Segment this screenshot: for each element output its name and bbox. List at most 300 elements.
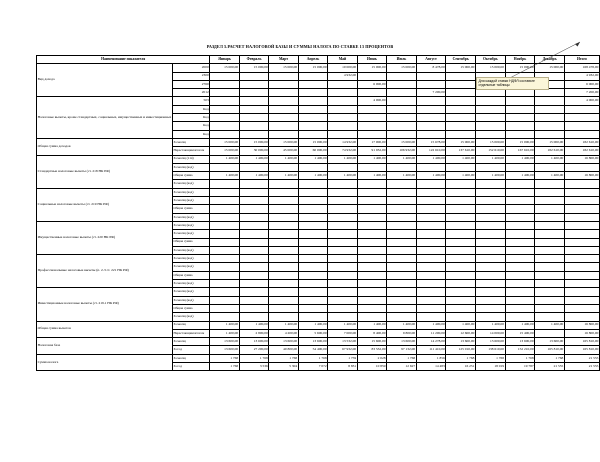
data-cell[interactable] — [535, 197, 565, 205]
data-cell[interactable] — [387, 304, 417, 312]
total-cell[interactable] — [564, 313, 599, 321]
total-cell[interactable] — [564, 213, 599, 221]
data-cell[interactable] — [298, 122, 327, 130]
data-cell[interactable]: 1 400,00 — [416, 155, 446, 163]
data-cell[interactable] — [210, 114, 239, 122]
data-cell[interactable] — [535, 221, 565, 229]
data-cell[interactable] — [416, 205, 446, 213]
data-cell[interactable] — [269, 263, 298, 271]
data-cell[interactable] — [387, 213, 417, 221]
data-cell[interactable] — [210, 221, 239, 229]
total-cell[interactable]: 21 555 — [564, 354, 599, 362]
data-cell[interactable]: 1 400,00 — [446, 172, 476, 180]
data-cell[interactable] — [387, 255, 417, 263]
data-cell[interactable]: 8 400,00 — [357, 329, 386, 337]
data-cell[interactable]: 6 000,00 — [357, 80, 386, 88]
data-cell[interactable]: 17 000,00 — [357, 138, 386, 146]
total-cell[interactable] — [564, 180, 599, 188]
row-subtype[interactable]: Общая сумма — [172, 271, 209, 279]
row-subtype[interactable]: За месяц (код) — [172, 280, 209, 288]
data-cell[interactable] — [416, 238, 446, 246]
data-cell[interactable] — [416, 313, 446, 321]
data-cell[interactable] — [505, 105, 535, 113]
data-cell[interactable]: 1 400,00 — [357, 155, 386, 163]
data-cell[interactable] — [446, 188, 476, 196]
data-cell[interactable] — [239, 205, 269, 213]
data-cell[interactable]: 9 800,00 — [387, 329, 417, 337]
row-subtype[interactable]: За месяц (код) — [172, 163, 209, 171]
data-cell[interactable] — [239, 188, 269, 196]
data-cell[interactable] — [387, 72, 417, 80]
data-cell[interactable] — [210, 89, 239, 97]
data-cell[interactable] — [210, 72, 239, 80]
total-cell[interactable]: 16 800,00 — [564, 172, 599, 180]
data-cell[interactable] — [505, 271, 535, 279]
data-cell[interactable]: 1 400,00 — [210, 321, 239, 329]
data-cell[interactable] — [505, 114, 535, 122]
data-cell[interactable]: 1 768 — [210, 362, 239, 370]
data-cell[interactable] — [328, 80, 357, 88]
total-cell[interactable]: 21 555 — [564, 362, 599, 370]
data-cell[interactable]: 13 600,00 — [269, 338, 298, 346]
data-cell[interactable] — [239, 180, 269, 188]
data-cell[interactable] — [387, 80, 417, 88]
data-cell[interactable]: 152 610,00 — [476, 147, 506, 155]
data-cell[interactable] — [210, 205, 239, 213]
data-cell[interactable]: 1 400,00 — [328, 321, 357, 329]
data-cell[interactable] — [328, 205, 357, 213]
data-cell[interactable] — [505, 296, 535, 304]
data-cell[interactable] — [269, 238, 298, 246]
data-cell[interactable] — [298, 296, 327, 304]
data-cell[interactable] — [239, 288, 269, 296]
data-cell[interactable] — [298, 89, 327, 97]
data-cell[interactable] — [387, 180, 417, 188]
data-cell[interactable] — [328, 313, 357, 321]
data-cell[interactable] — [535, 313, 565, 321]
data-cell[interactable] — [476, 288, 506, 296]
data-cell[interactable]: 1 768 — [210, 354, 239, 362]
data-cell[interactable] — [298, 114, 327, 122]
data-cell[interactable] — [357, 114, 386, 122]
data-cell[interactable] — [239, 114, 269, 122]
data-cell[interactable]: 15 000,00 — [298, 64, 327, 72]
data-cell[interactable] — [446, 89, 476, 97]
data-cell[interactable]: 45 000,00 — [269, 147, 298, 155]
data-cell[interactable] — [357, 313, 386, 321]
data-cell[interactable] — [269, 114, 298, 122]
total-cell[interactable]: 4 932,00 — [564, 72, 599, 80]
total-cell[interactable] — [564, 122, 599, 130]
table-row[interactable] — [37, 338, 600, 346]
data-cell[interactable] — [328, 89, 357, 97]
income-code-cell[interactable]: 503 — [172, 97, 209, 105]
data-cell[interactable] — [505, 130, 535, 138]
data-cell[interactable] — [269, 255, 298, 263]
data-cell[interactable]: 1 400,00 — [298, 172, 327, 180]
data-cell[interactable]: 182 610,00 — [535, 147, 565, 155]
income-code-cell[interactable]: Код — [172, 122, 209, 130]
data-cell[interactable] — [535, 114, 565, 122]
data-cell[interactable] — [239, 271, 269, 279]
data-cell[interactable] — [357, 230, 386, 238]
total-cell[interactable] — [564, 288, 599, 296]
data-cell[interactable] — [269, 230, 298, 238]
row-subtype[interactable]: Общая сумма — [172, 238, 209, 246]
data-cell[interactable]: 13 600,00 — [387, 338, 417, 346]
data-cell[interactable] — [239, 122, 269, 130]
data-cell[interactable] — [505, 230, 535, 238]
data-cell[interactable] — [476, 230, 506, 238]
data-cell[interactable] — [210, 238, 239, 246]
data-cell[interactable]: 15 400,00 — [505, 329, 535, 337]
total-cell[interactable] — [564, 255, 599, 263]
data-cell[interactable] — [416, 221, 446, 229]
data-cell[interactable] — [446, 263, 476, 271]
data-cell[interactable] — [476, 296, 506, 304]
row-subtype[interactable]: За год — [172, 346, 209, 354]
data-cell[interactable] — [328, 213, 357, 221]
data-cell[interactable] — [387, 246, 417, 254]
data-cell[interactable] — [416, 255, 446, 263]
data-cell[interactable]: 15 000,00 — [239, 138, 269, 146]
data-cell[interactable]: 137 610,00 — [446, 147, 476, 155]
data-cell[interactable]: 15 000,00 — [269, 138, 298, 146]
total-cell[interactable]: 16 800,00 — [564, 329, 599, 337]
data-cell[interactable] — [416, 105, 446, 113]
data-cell[interactable] — [298, 313, 327, 321]
data-cell[interactable] — [505, 255, 535, 263]
data-cell[interactable]: 15 000,00 — [387, 64, 417, 72]
data-cell[interactable]: 1 400,00 — [357, 321, 386, 329]
data-cell[interactable]: 1 768 — [446, 354, 476, 362]
data-cell[interactable] — [269, 271, 298, 279]
data-cell[interactable] — [239, 313, 269, 321]
data-cell[interactable] — [476, 130, 506, 138]
data-cell[interactable]: 13 532,00 — [328, 338, 357, 346]
data-cell[interactable] — [210, 296, 239, 304]
total-cell[interactable]: 182 610,00 — [564, 147, 599, 155]
data-cell[interactable] — [476, 304, 506, 312]
data-cell[interactable] — [446, 238, 476, 246]
data-cell[interactable]: 15 000,00 — [535, 64, 565, 72]
data-cell[interactable] — [387, 130, 417, 138]
data-cell[interactable] — [328, 296, 357, 304]
data-cell[interactable] — [269, 130, 298, 138]
data-cell[interactable] — [416, 197, 446, 205]
data-cell[interactable] — [505, 163, 535, 171]
data-cell[interactable] — [269, 313, 298, 321]
data-cell[interactable] — [269, 72, 298, 80]
data-cell[interactable] — [328, 130, 357, 138]
data-cell[interactable] — [210, 255, 239, 263]
data-cell[interactable] — [328, 188, 357, 196]
data-cell[interactable] — [210, 213, 239, 221]
total-cell[interactable] — [564, 263, 599, 271]
data-cell[interactable] — [416, 213, 446, 221]
data-cell[interactable]: 2 800,00 — [239, 329, 269, 337]
row-subtype[interactable]: Нарастающим итогом — [172, 147, 209, 155]
row-subtype[interactable]: За месяц (код) — [172, 197, 209, 205]
data-cell[interactable]: 1 400,00 — [535, 321, 565, 329]
data-cell[interactable] — [357, 296, 386, 304]
data-cell[interactable] — [210, 105, 239, 113]
data-cell[interactable] — [416, 280, 446, 288]
data-cell[interactable] — [357, 205, 386, 213]
data-cell[interactable] — [269, 80, 298, 88]
data-cell[interactable] — [239, 246, 269, 254]
data-cell[interactable]: 4 200,00 — [269, 329, 298, 337]
data-cell[interactable]: 125 010,00 — [446, 346, 476, 354]
data-cell[interactable]: 91 932,00 — [357, 147, 386, 155]
data-cell[interactable] — [387, 280, 417, 288]
total-cell[interactable] — [564, 221, 599, 229]
total-cell[interactable] — [564, 105, 599, 113]
data-cell[interactable] — [328, 105, 357, 113]
data-cell[interactable] — [298, 238, 327, 246]
data-cell[interactable]: 12 627 — [387, 362, 417, 370]
data-cell[interactable] — [505, 188, 535, 196]
data-cell[interactable] — [298, 213, 327, 221]
data-cell[interactable]: 3 536 — [239, 362, 269, 370]
table-row[interactable] — [37, 288, 600, 296]
data-cell[interactable] — [239, 304, 269, 312]
data-cell[interactable] — [239, 221, 269, 229]
data-cell[interactable] — [328, 288, 357, 296]
data-cell[interactable] — [476, 205, 506, 213]
data-cell[interactable] — [239, 255, 269, 263]
data-cell[interactable] — [387, 197, 417, 205]
total-cell[interactable] — [564, 304, 599, 312]
data-cell[interactable] — [416, 263, 446, 271]
data-cell[interactable]: 106 932,00 — [387, 147, 417, 155]
data-cell[interactable] — [387, 313, 417, 321]
data-cell[interactable] — [357, 197, 386, 205]
data-cell[interactable]: 8 478,00 — [416, 64, 446, 72]
total-cell[interactable] — [564, 205, 599, 213]
data-cell[interactable]: 10 000,00 — [328, 64, 357, 72]
data-cell[interactable]: 1 400,00 — [387, 155, 417, 163]
total-cell[interactable] — [564, 296, 599, 304]
data-cell[interactable]: 18 019 — [476, 362, 506, 370]
data-cell[interactable] — [535, 213, 565, 221]
data-cell[interactable]: 4 000,00 — [357, 97, 386, 105]
data-cell[interactable] — [476, 180, 506, 188]
income-code-cell[interactable]: 2000 — [172, 64, 209, 72]
data-cell[interactable] — [505, 246, 535, 254]
data-cell[interactable]: 1 400,00 — [535, 172, 565, 180]
data-cell[interactable] — [328, 230, 357, 238]
data-cell[interactable] — [357, 263, 386, 271]
data-cell[interactable]: 5 600,00 — [298, 329, 327, 337]
data-cell[interactable]: 1 400,00 — [210, 329, 239, 337]
data-cell[interactable] — [416, 122, 446, 130]
data-cell[interactable] — [535, 246, 565, 254]
data-cell[interactable] — [269, 180, 298, 188]
row-subtype[interactable]: За месяц — [172, 354, 209, 362]
data-cell[interactable] — [446, 288, 476, 296]
data-cell[interactable]: 1 400,00 — [476, 172, 506, 180]
data-cell[interactable] — [328, 263, 357, 271]
data-cell[interactable] — [446, 255, 476, 263]
tax-calculation-table[interactable] — [36, 55, 600, 371]
data-cell[interactable]: 1 400,00 — [328, 155, 357, 163]
row-subtype[interactable]: За месяц (код) — [172, 255, 209, 263]
data-cell[interactable] — [210, 313, 239, 321]
data-cell[interactable] — [239, 80, 269, 88]
data-cell[interactable] — [298, 197, 327, 205]
data-cell[interactable] — [210, 230, 239, 238]
data-cell[interactable] — [357, 163, 386, 171]
total-cell[interactable]: 6 000,00 — [564, 80, 599, 88]
row-subtype[interactable]: За месяц (код) — [172, 296, 209, 304]
row-subtype[interactable]: За месяц (114) — [172, 155, 209, 163]
data-cell[interactable]: 8 831 — [328, 362, 357, 370]
data-cell[interactable] — [535, 163, 565, 171]
data-cell[interactable] — [416, 288, 446, 296]
data-cell[interactable] — [328, 280, 357, 288]
data-cell[interactable] — [357, 180, 386, 188]
data-cell[interactable]: 11 200,00 — [416, 329, 446, 337]
data-cell[interactable] — [298, 97, 327, 105]
data-cell[interactable] — [387, 263, 417, 271]
data-cell[interactable] — [505, 122, 535, 130]
data-cell[interactable] — [357, 188, 386, 196]
data-cell[interactable]: 1 768 — [269, 354, 298, 362]
data-cell[interactable]: 40 800,00 — [269, 346, 298, 354]
data-cell[interactable]: 15 600,00 — [357, 338, 386, 346]
data-cell[interactable] — [269, 221, 298, 229]
data-cell[interactable]: 4 932,00 — [328, 72, 357, 80]
data-cell[interactable] — [210, 263, 239, 271]
data-cell[interactable] — [387, 238, 417, 246]
data-cell[interactable]: 15 000,00 — [387, 138, 417, 146]
data-cell[interactable]: 14 000,00 — [476, 329, 506, 337]
data-cell[interactable] — [210, 97, 239, 105]
data-cell[interactable] — [446, 230, 476, 238]
data-cell[interactable] — [476, 263, 506, 271]
row-subtype[interactable]: За месяц (код) — [172, 221, 209, 229]
data-cell[interactable] — [357, 246, 386, 254]
data-cell[interactable]: 15 000,00 — [210, 64, 239, 72]
data-cell[interactable] — [446, 313, 476, 321]
data-cell[interactable] — [535, 255, 565, 263]
data-cell[interactable] — [476, 255, 506, 263]
table-row[interactable] — [37, 255, 600, 263]
data-cell[interactable] — [210, 80, 239, 88]
data-cell[interactable] — [446, 97, 476, 105]
row-subtype[interactable]: За месяц (код) — [172, 288, 209, 296]
data-cell[interactable]: 30 000,00 — [239, 147, 269, 155]
row-subtype[interactable]: За месяц (код) — [172, 213, 209, 221]
data-cell[interactable]: 21 555 — [535, 362, 565, 370]
data-cell[interactable] — [387, 221, 417, 229]
data-cell[interactable] — [476, 188, 506, 196]
data-cell[interactable]: 7 000,00 — [328, 329, 357, 337]
data-cell[interactable]: 19 787 — [505, 362, 535, 370]
data-cell[interactable] — [269, 304, 298, 312]
data-cell[interactable] — [357, 221, 386, 229]
data-cell[interactable] — [535, 205, 565, 213]
table-row[interactable] — [37, 188, 600, 196]
data-cell[interactable] — [505, 180, 535, 188]
data-cell[interactable]: 10 859 — [357, 362, 386, 370]
table-row[interactable] — [37, 221, 600, 229]
data-cell[interactable] — [446, 296, 476, 304]
data-cell[interactable]: 7 072 — [298, 362, 327, 370]
data-cell[interactable] — [298, 263, 327, 271]
data-cell[interactable] — [298, 280, 327, 288]
data-cell[interactable] — [446, 130, 476, 138]
data-cell[interactable]: 2 028 — [357, 354, 386, 362]
data-cell[interactable]: 14 932,00 — [328, 138, 357, 146]
data-cell[interactable]: 1 400,00 — [298, 321, 327, 329]
income-code-cell[interactable]: 2300 — [172, 72, 209, 80]
data-cell[interactable] — [298, 205, 327, 213]
data-cell[interactable] — [239, 280, 269, 288]
total-cell[interactable]: 16 800,00 — [564, 321, 599, 329]
data-cell[interactable] — [505, 221, 535, 229]
data-cell[interactable] — [416, 304, 446, 312]
data-cell[interactable] — [387, 89, 417, 97]
data-cell[interactable] — [476, 271, 506, 279]
data-cell[interactable] — [357, 304, 386, 312]
data-cell[interactable]: 1 400,00 — [328, 172, 357, 180]
data-cell[interactable] — [298, 80, 327, 88]
data-cell[interactable] — [446, 271, 476, 279]
table-row[interactable] — [37, 138, 600, 146]
data-cell[interactable]: 1 768 — [298, 354, 327, 362]
data-cell[interactable]: 1 400,00 — [446, 155, 476, 163]
data-cell[interactable] — [505, 304, 535, 312]
data-cell[interactable] — [446, 105, 476, 113]
income-code-cell[interactable]: Код — [172, 130, 209, 138]
row-subtype[interactable]: Общая сумма — [172, 172, 209, 180]
data-cell[interactable] — [416, 80, 446, 88]
table-row[interactable] — [37, 155, 600, 163]
data-cell[interactable]: 1 400,00 — [416, 172, 446, 180]
total-cell[interactable] — [564, 197, 599, 205]
row-subtype[interactable]: За месяц — [172, 138, 209, 146]
data-cell[interactable] — [387, 122, 417, 130]
income-code-cell[interactable]: Код — [172, 114, 209, 122]
data-cell[interactable]: 15 000,00 — [210, 138, 239, 146]
row-subtype[interactable]: За месяц (код) — [172, 188, 209, 196]
data-cell[interactable] — [535, 122, 565, 130]
data-cell[interactable]: 13 600,00 — [535, 338, 565, 346]
data-cell[interactable] — [357, 255, 386, 263]
data-cell[interactable] — [298, 105, 327, 113]
data-cell[interactable] — [239, 197, 269, 205]
data-cell[interactable] — [535, 238, 565, 246]
row-subtype[interactable]: За месяц (код) — [172, 180, 209, 188]
data-cell[interactable] — [357, 280, 386, 288]
data-cell[interactable] — [269, 105, 298, 113]
total-cell[interactable] — [564, 163, 599, 171]
data-cell[interactable] — [387, 271, 417, 279]
data-cell[interactable] — [476, 213, 506, 221]
data-cell[interactable] — [416, 72, 446, 80]
data-cell[interactable] — [446, 304, 476, 312]
total-cell[interactable] — [564, 188, 599, 196]
data-cell[interactable] — [328, 122, 357, 130]
data-cell[interactable]: 1 400,00 — [269, 155, 298, 163]
data-cell[interactable] — [505, 238, 535, 246]
table-row[interactable] — [37, 354, 600, 362]
data-cell[interactable] — [210, 122, 239, 130]
data-cell[interactable]: 1 400,00 — [239, 155, 269, 163]
data-cell[interactable] — [239, 105, 269, 113]
